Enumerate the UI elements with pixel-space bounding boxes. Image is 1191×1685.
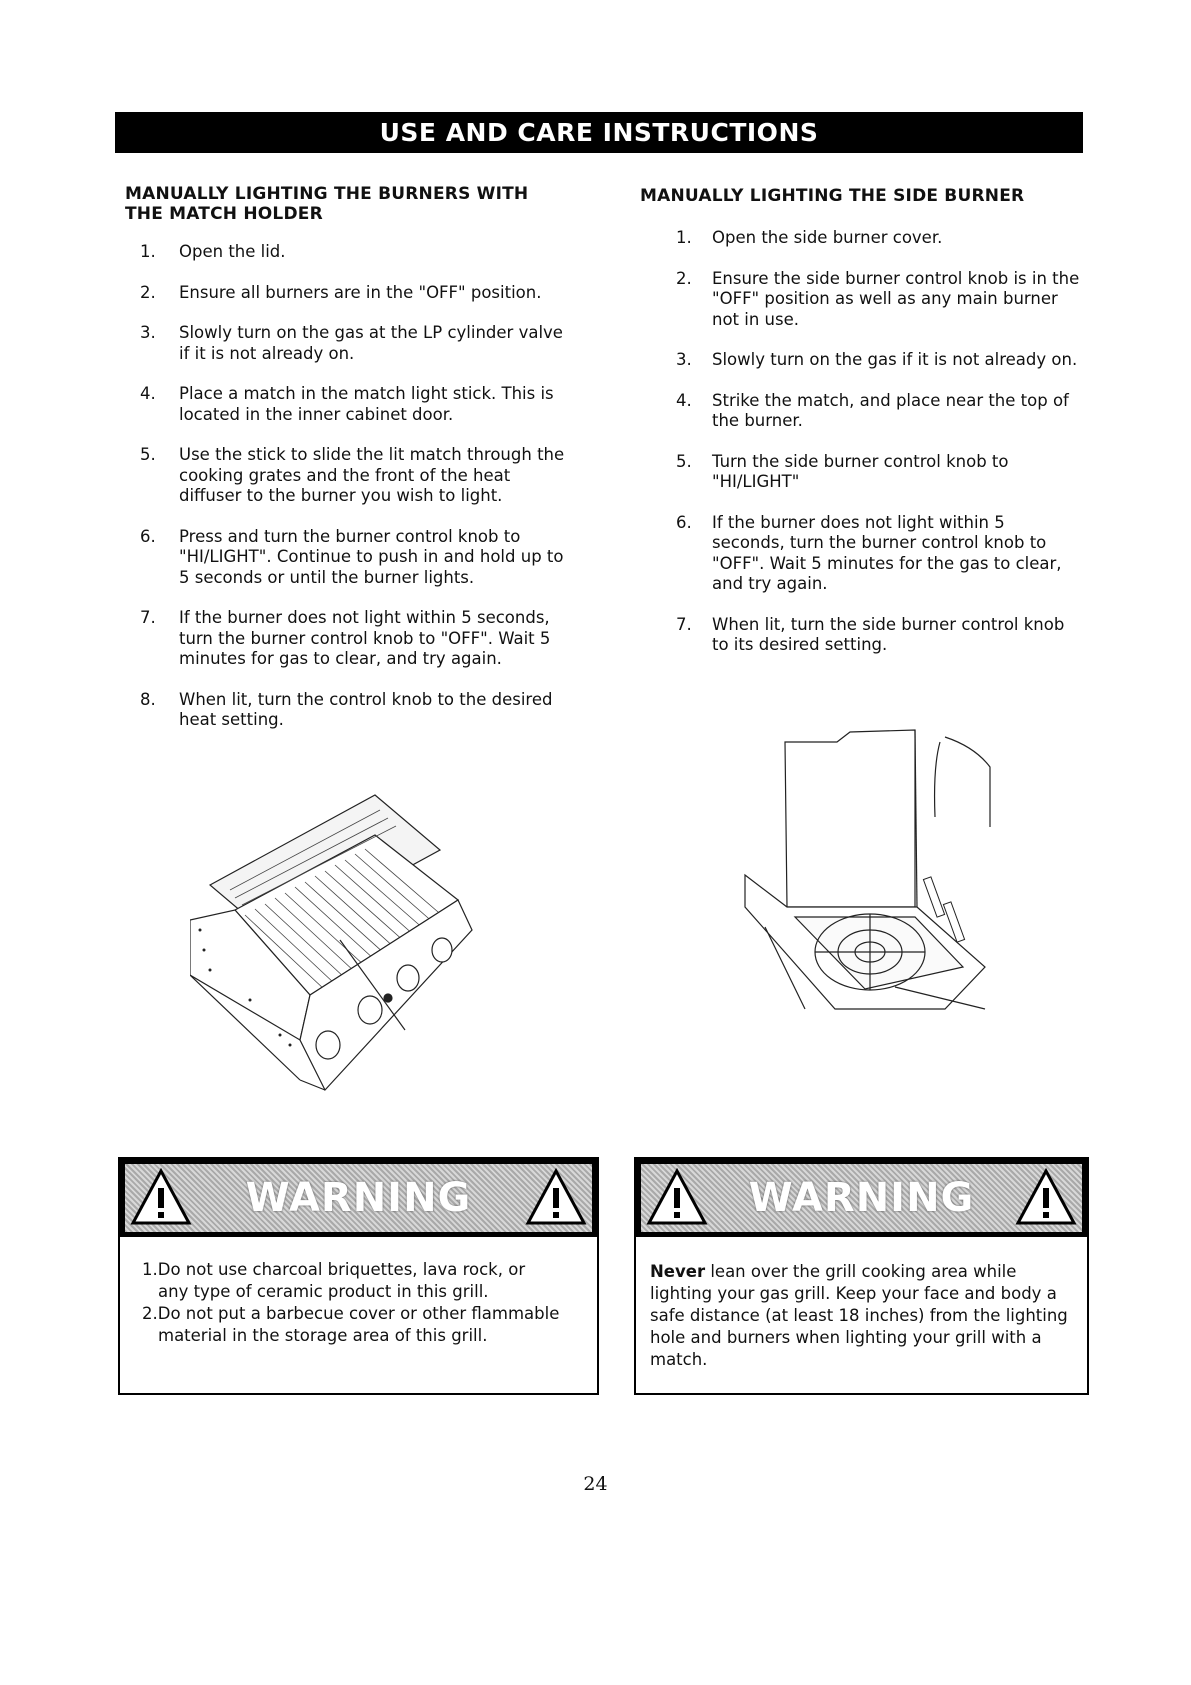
step-text: When lit, turn the side burner control knob to its desired setting.: [712, 614, 1065, 654]
warning-sentence: lean over the grill cooking area while lighting your gas grill. Keep your face and body a safe distance (at least 18 inches) from the lighting hole and burners when lighting your grill with a match.: [650, 1262, 1068, 1369]
step-text: Open the lid.: [179, 242, 286, 261]
list-item: [125, 608, 565, 670]
warning-line: 1.Do not use charcoal briquettes, lava rock, or: [142, 1260, 526, 1279]
step-number: 7.: [140, 608, 156, 627]
step-number: 1.: [676, 228, 692, 247]
left-section-heading: MANUALLY LIGHTING THE BURNERS WITH THE MATCH HOLDER: [125, 184, 529, 224]
step-number: 1.: [140, 242, 156, 261]
warning-text: [142, 1259, 591, 1347]
step-text: Strike the match, and place near the top of the burner.: [712, 390, 1069, 430]
list-item: [640, 391, 1080, 432]
step-text: Use the stick to slide the lit match through the cooking grates and the front of the heat diffuser to the burner you wish to light.: [179, 445, 565, 505]
list-item: [125, 445, 565, 507]
step-number: 2.: [140, 282, 156, 302]
right-steps-list: [640, 228, 1080, 656]
warning-banner: [636, 1159, 1087, 1237]
step-number: 5.: [676, 451, 692, 471]
left-column: [125, 184, 565, 751]
right-section-heading: MANUALLY LIGHTING THE SIDE BURNER: [640, 186, 1025, 206]
list-item: [640, 269, 1080, 331]
step-text: Place a match in the match light stick. This is located in the inner cabinet door.: [179, 384, 554, 424]
left-steps-list: [125, 242, 565, 731]
step-text: Press and turn the burner control knob to "HI/LIGHT". Continue to push in and hold up to 5 seconds or until the burner lights.: [179, 526, 564, 587]
step-number: 4.: [676, 390, 692, 410]
step-number: 6.: [676, 512, 692, 532]
step-text: Ensure the side burner control knob is in the "OFF" position as well as any main burner not in use.: [712, 268, 1080, 329]
list-item: [640, 452, 1080, 493]
warning-box-face-distance: [634, 1157, 1089, 1395]
step-number: 3.: [140, 323, 156, 342]
warning-box-fuel: [118, 1157, 599, 1395]
list-item: [640, 228, 1080, 249]
grill-burners-illustration: [190, 790, 520, 1120]
step-text: If the burner does not light within 5 seconds, turn the burner control knob to "OFF". Wait 5 minutes for gas to clear, and try again.: [179, 608, 551, 668]
list-item: [125, 690, 565, 731]
step-number: 8.: [140, 689, 156, 709]
step-number: 4.: [140, 384, 156, 403]
warning-line: 2.Do not put a barbecue cover or other flammable: [142, 1304, 560, 1323]
warning-banner: [120, 1159, 597, 1237]
side-burner-illustration: [735, 727, 995, 1017]
step-text: If the burner does not light within 5 seconds, turn the burner control knob to "OFF". Wait 5 minutes for the gas to clear, and try again.: [712, 512, 1062, 593]
page-number: 24: [583, 1473, 608, 1495]
warning-line: any type of ceramic product in this grill.: [158, 1282, 489, 1301]
right-column: [640, 186, 1080, 676]
step-number: 2.: [676, 268, 692, 288]
step-number: 3.: [676, 350, 692, 369]
list-item: [125, 323, 565, 364]
step-text: Turn the side burner control knob to "HI/LIGHT": [712, 451, 1009, 491]
list-item: [640, 350, 1080, 371]
list-item: [640, 615, 1080, 656]
warning-label: WARNING: [245, 1175, 472, 1221]
list-item: [125, 283, 565, 304]
step-number: 5.: [140, 445, 156, 464]
step-text: When lit, turn the control knob to the desired heat setting.: [179, 689, 553, 729]
step-text: Open the side burner cover.: [712, 228, 943, 247]
warning-triangle-icon: [525, 1168, 587, 1226]
step-text: Slowly turn on the gas at the LP cylinder valve if it is not already on.: [179, 323, 563, 363]
warning-label: WARNING: [748, 1175, 975, 1221]
list-item: [125, 384, 565, 425]
step-number: 7.: [676, 614, 692, 634]
step-text: Ensure all burners are in the "OFF" position.: [179, 282, 542, 302]
warning-emphasis: Never: [650, 1262, 706, 1281]
warning-text: [650, 1261, 1081, 1371]
warning-triangle-icon: [1015, 1168, 1077, 1226]
page-title: USE AND CARE INSTRUCTIONS: [115, 112, 1083, 153]
list-item: [640, 513, 1080, 595]
warning-line: material in the storage area of this grill.: [158, 1326, 488, 1345]
list-item: [125, 242, 565, 263]
step-number: 6.: [140, 526, 156, 546]
list-item: [125, 527, 565, 589]
step-text: Slowly turn on the gas if it is not already on.: [712, 350, 1078, 369]
